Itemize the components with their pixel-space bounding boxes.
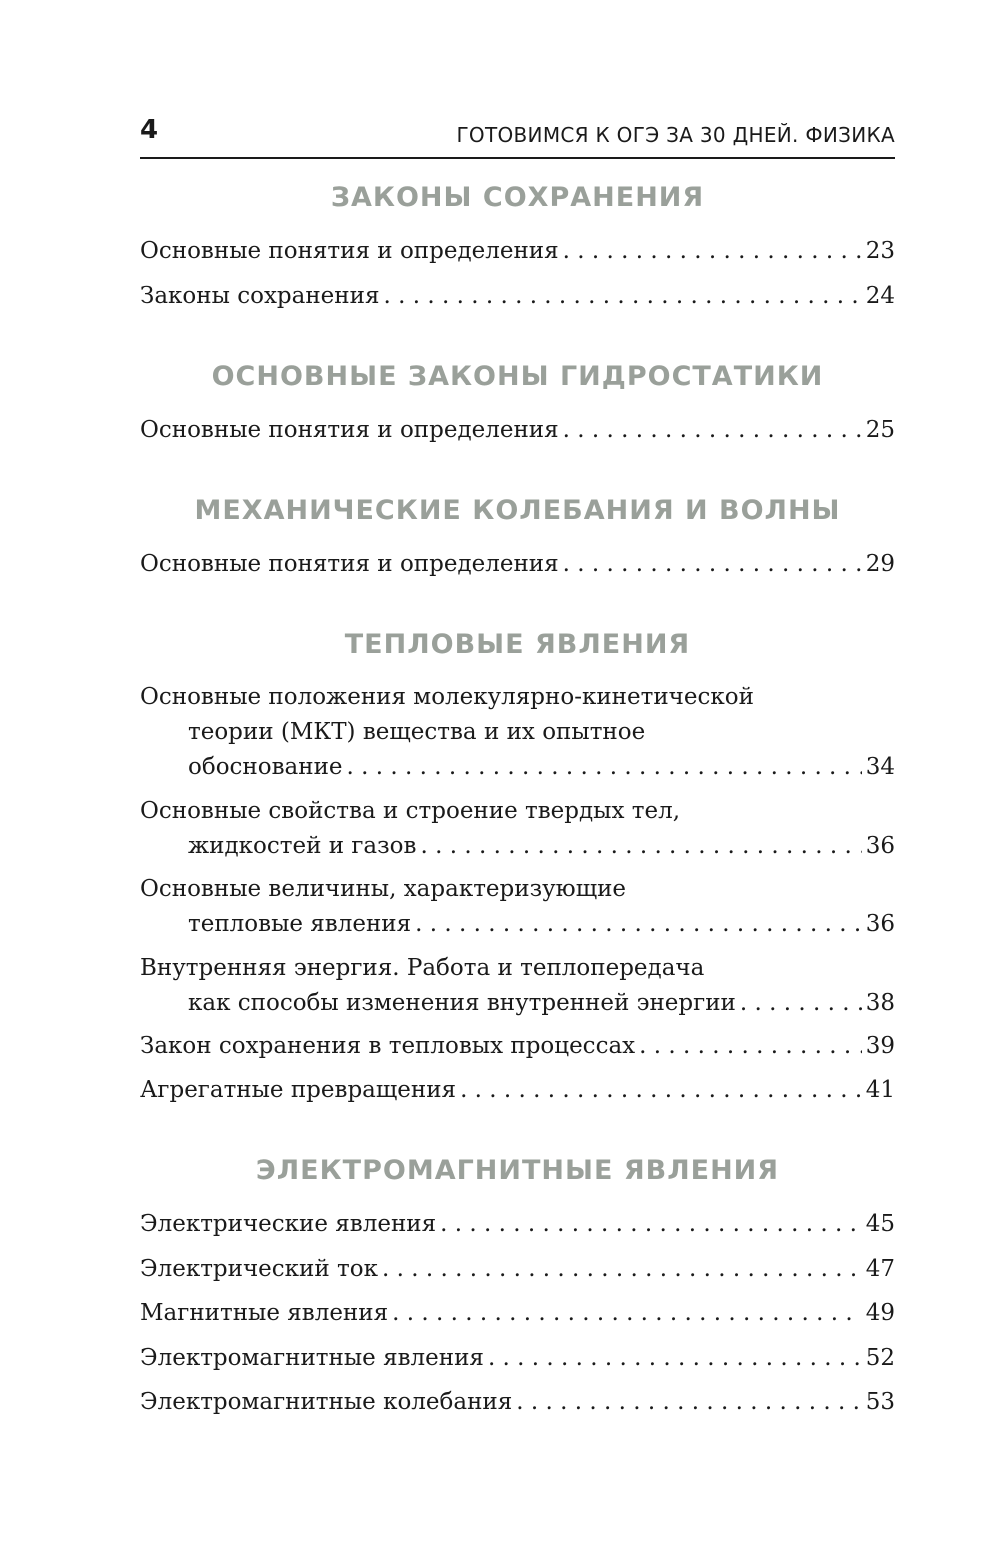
entry-text: Электромагнитные явления <box>140 1345 484 1371</box>
toc-entry[interactable] <box>140 1385 895 1420</box>
entry-text: Основные положения молекулярно-кинетической <box>140 684 754 710</box>
section-title: ОСНОВНЫЕ ЗАКОНЫ ГИДРОСТАТИКИ <box>211 361 824 392</box>
leader-dots <box>383 279 861 314</box>
entry-text: Электромагнитные колебания <box>140 1389 513 1415</box>
toc-entry[interactable] <box>140 872 895 942</box>
entry-text: как способы изменения внутренней энергии <box>188 990 736 1016</box>
entry-page: 36 <box>865 911 895 937</box>
toc-entry[interactable] <box>140 413 895 448</box>
entry-text: Электрический ток <box>140 1256 378 1282</box>
entry-page: 29 <box>865 551 895 577</box>
section-title: ЗАКОНЫ СОХРАНЕНИЯ <box>330 182 705 213</box>
entry-page: 34 <box>865 754 895 780</box>
entry-text: Электрические явления <box>140 1211 437 1237</box>
toc-entry[interactable] <box>140 1207 895 1242</box>
entry-page: 36 <box>865 833 895 859</box>
leader-dots <box>460 1073 862 1108</box>
entry-page: 47 <box>865 1256 895 1282</box>
toc-entry[interactable] <box>140 794 895 864</box>
entry-page: 49 <box>865 1300 895 1326</box>
entry-text: Основные понятия и определения <box>140 238 559 264</box>
entry-text: Внутренняя энергия. Работа и теплопередача <box>140 955 705 981</box>
entry-text: теории (МКТ) вещества и их опытное <box>188 719 646 745</box>
entry-text: тепловые явления <box>188 911 412 937</box>
toc-entry[interactable] <box>140 279 895 314</box>
toc-entry[interactable] <box>140 1073 895 1108</box>
entry-text: Закон сохранения в тепловых процессах <box>140 1033 636 1059</box>
leader-dots <box>420 829 861 864</box>
toc-entry[interactable] <box>140 1029 895 1064</box>
entry-page: 45 <box>865 1211 895 1237</box>
leader-dots <box>415 907 862 942</box>
entry-text: Агрегатные превращения <box>140 1077 457 1103</box>
running-title: ГОТОВИМСЯ К ОГЭ ЗА 30 ДНЕЙ. ФИЗИКА <box>456 123 895 147</box>
leader-dots <box>488 1341 862 1376</box>
entry-page: 24 <box>865 283 895 309</box>
section-title: ЭЛЕКТРОМАГНИТНЫЕ ЯВЛЕНИЯ <box>255 1155 780 1186</box>
leader-dots <box>740 986 862 1021</box>
entry-page: 52 <box>865 1345 895 1371</box>
entry-page: 25 <box>865 417 895 443</box>
leader-dots <box>563 413 862 448</box>
toc-entry[interactable] <box>140 547 895 582</box>
entry-text: Законы сохранения <box>140 283 380 309</box>
leader-dots <box>639 1029 862 1064</box>
entry-text: Основные понятия и определения <box>140 417 559 443</box>
page-number: 4 <box>140 115 159 145</box>
entry-text: Магнитные явления <box>140 1300 389 1326</box>
section-title: ТЕПЛОВЫЕ ЯВЛЕНИЯ <box>344 629 691 660</box>
entry-page: 41 <box>865 1077 895 1103</box>
leader-dots <box>563 547 862 582</box>
entry-page: 23 <box>865 238 895 264</box>
toc-entry[interactable] <box>140 1296 895 1331</box>
entry-text: жидкостей и газов <box>188 833 417 859</box>
entry-page: 39 <box>865 1033 895 1059</box>
entry-text: обоснование <box>188 754 343 780</box>
toc-entry[interactable] <box>140 1252 895 1287</box>
section-title: МЕХАНИЧЕСКИЕ КОЛЕБАНИЯ И ВОЛНЫ <box>194 495 841 526</box>
leader-dots <box>440 1207 862 1242</box>
leader-dots <box>563 234 862 269</box>
entry-text: Основные понятия и определения <box>140 551 559 577</box>
entry-text: Основные свойства и строение твердых тел, <box>140 798 681 824</box>
toc-entry[interactable] <box>140 680 895 785</box>
leader-dots <box>347 750 862 785</box>
entry-page: 53 <box>865 1389 895 1415</box>
page-header <box>140 115 895 159</box>
toc-entry[interactable] <box>140 1341 895 1376</box>
leader-dots <box>516 1385 861 1420</box>
toc-entry[interactable] <box>140 234 895 269</box>
leader-dots <box>382 1252 862 1287</box>
leader-dots <box>392 1296 862 1331</box>
toc-entry[interactable] <box>140 951 895 1021</box>
entry-text: Основные величины, характеризующие <box>140 876 627 902</box>
entry-page: 38 <box>865 990 895 1016</box>
